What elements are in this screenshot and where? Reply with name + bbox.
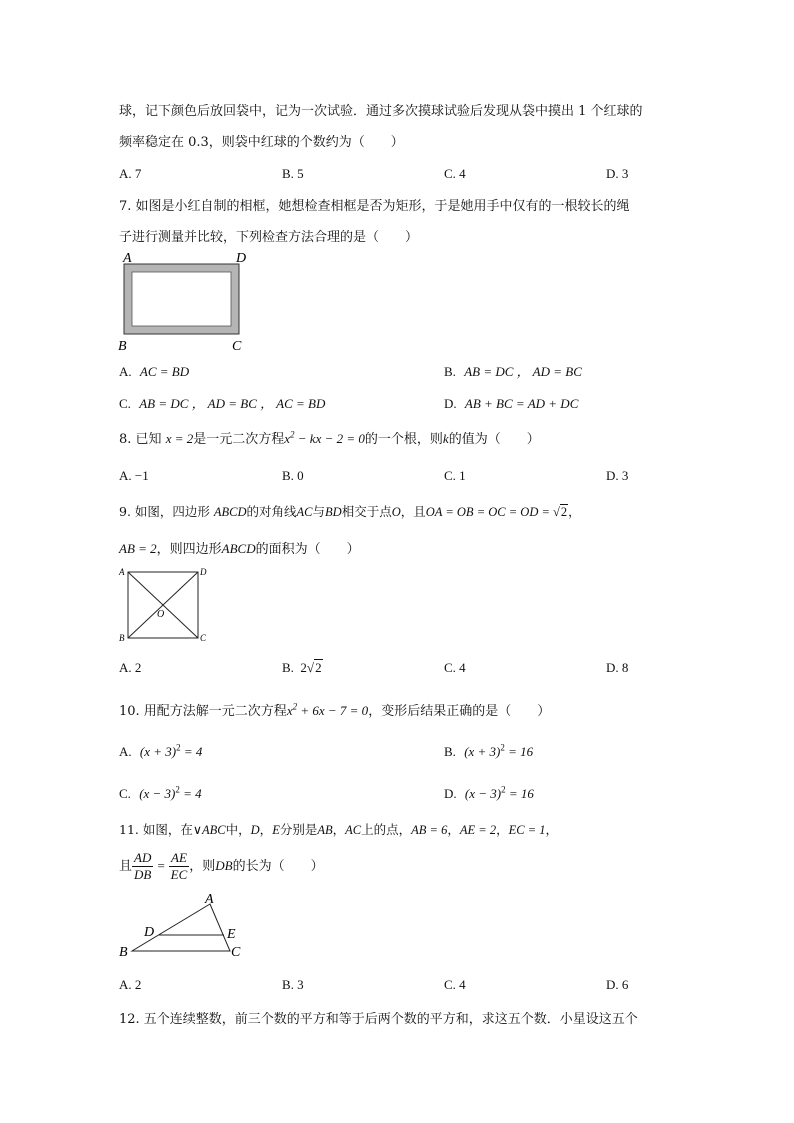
q11-frac1-num: AD — [134, 850, 152, 865]
q9-text-line2 — [119, 539, 360, 560]
q9-pre: 9. 如图，四边形 — [119, 504, 210, 519]
q7-option-d-label: D. — [444, 396, 457, 411]
q9-sqrt-radicand: 2 — [560, 505, 568, 519]
q10-option-d-base: (x − 3) — [464, 786, 502, 801]
q11-fraction-ad-db — [132, 850, 153, 883]
q11-frac1-den: DB — [134, 867, 152, 882]
q10-eq-exp: 2 — [292, 701, 298, 712]
q10-option-a-rhs: = 4 — [180, 744, 203, 759]
q9-b-end: 的面积为（ ） — [255, 542, 360, 557]
q7-option-c — [119, 394, 325, 415]
q7-option-a-value: AC = BD — [139, 364, 190, 379]
q9-and: 与 — [312, 504, 326, 519]
q11-b-end: 的长为（ ） — [232, 859, 324, 874]
q7-option-a — [119, 362, 189, 383]
q11-ae-value: AE = 2 — [459, 823, 497, 837]
q11-pre: 11. 如图，在∨ — [119, 822, 203, 837]
q11-c4: ， — [496, 822, 509, 837]
fig9-label-b: B — [119, 633, 125, 643]
q10-option-c — [119, 784, 202, 805]
q10-option-d — [444, 784, 534, 805]
q11-abc: ABC — [202, 823, 226, 837]
q11-ec-value: EC = 1 — [508, 823, 546, 837]
q10-option-d-exp: 2 — [501, 784, 506, 795]
q8-option-a: A. −1 — [119, 468, 149, 483]
q9-quad: ABCD — [213, 505, 247, 519]
q7-text-line2: 子进行测量并比较，下列检查方法合理的是（ ） — [119, 230, 419, 245]
q8-equation — [284, 431, 365, 446]
fig9-label-a: A — [119, 567, 125, 577]
fig11-label-a: A — [205, 892, 214, 907]
q9-o: O — [391, 505, 401, 519]
q10-end: ，变形后结果正确的是（ ） — [368, 704, 551, 719]
q11-ab: AB — [317, 823, 333, 837]
q11-b-pre: 且 — [119, 859, 133, 874]
q11-option-b: B. 3 — [282, 977, 304, 992]
q11-c5: ， — [545, 822, 559, 837]
q11-option-d: D. 6 — [606, 977, 629, 992]
q11-c1: ， — [259, 822, 273, 837]
q11-fraction-ae-ec — [169, 850, 190, 883]
q8-x-value: x = 2 — [165, 431, 194, 446]
q9-option-a: A. 2 — [119, 660, 142, 675]
fig9-label-c: C — [200, 633, 207, 643]
q10-option-c-base: (x − 3) — [139, 786, 176, 801]
fig7-label-d: D — [236, 251, 247, 266]
q10-option-b — [444, 742, 533, 763]
q6-option-b: B. 5 — [282, 166, 304, 181]
q10-option-b-base: (x + 3) — [464, 744, 501, 759]
q9-ab: AB = 2 — [119, 541, 157, 556]
fig11-label-d: D — [144, 925, 155, 940]
q9-b-mid: ，则四边形 — [156, 542, 222, 557]
q6-option-a: A. 7 — [119, 166, 142, 181]
q7-option-a-label: A. — [119, 364, 132, 379]
q11-option-c: C. 4 — [444, 977, 466, 992]
q7-option-b-value: AB = DC ， AD = BC — [464, 364, 582, 379]
fig11-label-e: E — [227, 927, 236, 942]
q10-option-a-label: A. — [119, 744, 132, 759]
q10-text — [119, 701, 550, 722]
q9-square-figure — [116, 564, 216, 646]
fig7-label-a: A — [123, 251, 132, 266]
q10-option-a-exp: 2 — [176, 742, 181, 753]
q11-c2: ， — [332, 822, 346, 837]
q8-post: 的一个根，则 — [364, 432, 443, 447]
fig11-label-c: C — [231, 945, 241, 960]
q10-option-b-label: B. — [444, 744, 456, 759]
fig9-label-d: D — [200, 567, 207, 577]
q11-mid: 中， — [225, 822, 251, 837]
q9-option-b — [282, 658, 323, 678]
q11-frac2-num: AE — [169, 850, 190, 867]
q7-frame-figure — [114, 250, 254, 356]
q11-ab-value: AB = 6 — [411, 823, 448, 837]
q8-text — [119, 429, 540, 450]
q8-eq-rest: − kx − 2 = 0 — [294, 431, 365, 446]
q10-eq-rest: + 6x − 7 = 0 — [297, 703, 369, 718]
q10-option-c-rhs: = 4 — [179, 786, 202, 801]
q11-e: E — [272, 823, 280, 837]
q9-ac: AC — [296, 505, 313, 519]
q11-text-line1 — [119, 820, 558, 840]
q10-eq-x: x — [286, 703, 293, 718]
q6-text-line2: 频率稳定在 0.3，则袋中红球的个数约为（ ） — [119, 135, 404, 150]
q10-option-c-exp: 2 — [175, 784, 180, 795]
q12-text: 12. 五个连续整数，前三个数的平方和等于后两个数的平方和，求这五个数．小星设这五个 — [119, 1012, 638, 1027]
q11-frac-eq: = — [153, 858, 169, 873]
q8-end: 的值为（ ） — [448, 432, 540, 447]
q10-option-b-exp: 2 — [500, 742, 505, 753]
q9-equalities: OA = OB = OC = OD = — [425, 505, 554, 519]
q11-b-mid: ，则 — [189, 859, 216, 874]
q11-triangle-figure — [116, 890, 251, 962]
q9-option-d: D. 8 — [606, 660, 629, 675]
q6-option-c: C. 4 — [444, 166, 466, 181]
q9-mid: 的对角线 — [246, 504, 297, 519]
q11-d: D — [250, 823, 260, 837]
q8-option-d: D. 3 — [606, 468, 629, 483]
q10-option-a-base: (x + 3) — [139, 744, 177, 759]
fig7-label-c: C — [232, 339, 242, 354]
q11-text-line2 — [119, 848, 324, 885]
q10-option-d-rhs: = 16 — [505, 786, 534, 801]
q8-mid: 是一元二次方程 — [193, 432, 285, 447]
frame-inner — [132, 272, 231, 326]
q7-option-b — [444, 362, 582, 383]
q8-k: k — [442, 431, 449, 446]
q8-eq-x: x — [284, 431, 291, 446]
q11-mid2: 分别是 — [279, 822, 318, 837]
q11-b-db: DB — [215, 858, 233, 873]
q9-option-b-label: B. — [282, 660, 294, 675]
q9-option-b-sqrt: √2 — [306, 660, 322, 675]
q11-c3: ， — [447, 822, 460, 837]
q9-mid2: 相交于点 — [341, 504, 392, 519]
q8-pre: 8. 已知 — [119, 432, 162, 447]
q6-text-line1: 球，记下颜色后放回袋中，记为一次试验．通过多次摸球试验后发现从袋中摸出 1 个红球的 — [119, 104, 643, 119]
q7-option-d — [444, 394, 578, 415]
q7-option-c-value: AB = DC ， AD = BC ， AC = BD — [139, 396, 326, 411]
q9-sqrt: √2 — [553, 505, 568, 519]
q7-text-line1: 7. 如图是小红自制的相框，她想检查相框是否为矩形，于是她用手中仅有的一根较长的绳 — [119, 199, 630, 214]
q10-pre: 10. 用配方法解一元二次方程 — [119, 704, 287, 719]
q11-frac2-den: EC — [170, 867, 188, 882]
fig9-label-o: O — [157, 609, 165, 620]
q10-option-d-label: D. — [444, 786, 457, 801]
q9-option-b-radicand: 2 — [315, 660, 322, 675]
q8-option-b: B. 0 — [282, 468, 304, 483]
q10-option-a — [119, 742, 202, 763]
q9-b-quad: ABCD — [221, 541, 256, 556]
q9-comma: ， — [568, 504, 581, 519]
q9-bd: BD — [325, 505, 342, 519]
q9-mid3: ，且 — [400, 504, 426, 519]
q7-option-d-value: AB + BC = AD + DC — [464, 396, 579, 411]
q10-option-c-label: C. — [119, 786, 131, 801]
q9-text-line1 — [119, 502, 581, 522]
q11-ac: AC — [345, 823, 362, 837]
fig11-label-b: B — [119, 945, 128, 960]
q11-mid3: 上的点， — [361, 822, 412, 837]
q10-equation — [287, 703, 368, 718]
q9-option-c: C. 4 — [444, 660, 466, 675]
q11-option-a: A. 2 — [119, 977, 142, 992]
q6-option-d: D. 3 — [606, 166, 629, 181]
q8-eq-exp: 2 — [290, 429, 295, 440]
fig7-label-b: B — [118, 339, 127, 354]
q9-option-b-coef: 2 — [300, 660, 307, 675]
q8-option-c: C. 1 — [444, 468, 466, 483]
q7-option-b-label: B. — [444, 364, 456, 379]
q7-option-c-label: C. — [119, 396, 131, 411]
q10-option-b-rhs: = 16 — [504, 744, 534, 759]
